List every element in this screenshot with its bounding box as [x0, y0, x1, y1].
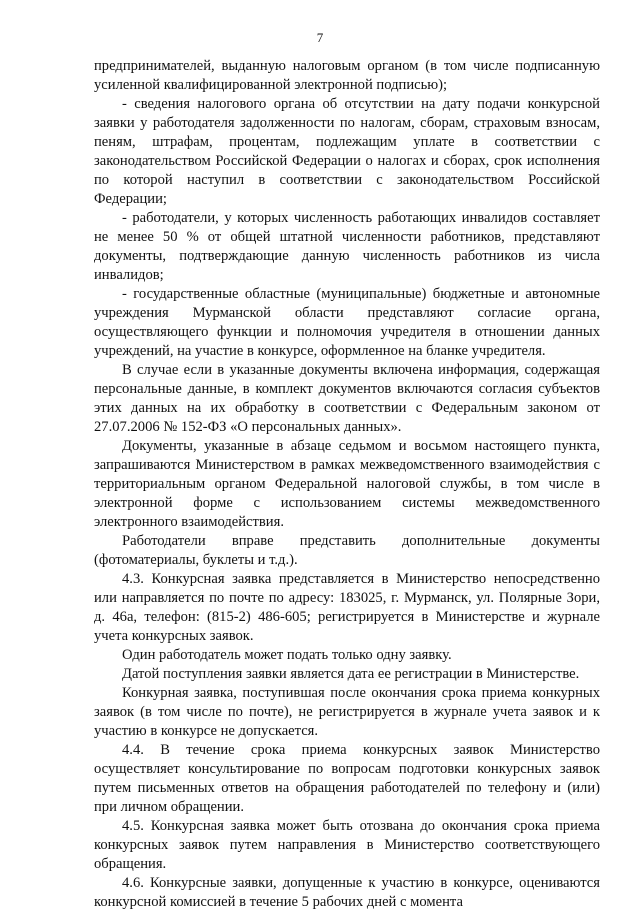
paragraph-tax-debt-info: - сведения налогового органа об отсутствии на дату подачи конкурсной заявки у работодателя задолженности по налогам, сборам, страховым взносам, пеням, штрафам, процентам, подлежащим уплате в соответствии с законодательством Российской Федерации о налогах и сборах, срок исполнения по которой наступил в соответствии с законодательством Российской Федерации;	[94, 96, 600, 207]
paragraph-receipt-date: Датой поступления заявки является дата ее регистрации в Министерстве.	[122, 666, 580, 682]
document-body	[94, 57, 600, 912]
paragraph-state-institutions: - государственные областные (муниципальные) бюджетные и автономные учреждения Мурманской области представляют согласие органа, осуществляющего функции и полномочия учредителя в отношении данных учреждений, на участие в конкурсе, оформленное на бланке учредителя.	[94, 286, 600, 359]
paragraph-4-6: 4.6. Конкурсные заявки, допущенные к участию в конкурсе, оцениваются конкурсной комиссией в течение 5 рабочих дней с момента	[94, 875, 600, 910]
paragraph-disabled-employers: - работодатели, у которых численность работающих инвалидов составляет не менее 50 % от общей штатной численности работников, представляют документы, подтверждающие данную численность работников из числа инвалидов;	[94, 210, 600, 283]
paragraph-interagency-request: Документы, указанные в абзаце седьмом и восьмом настоящего пункта, запрашиваются Министерством в рамках межведомственного взаимодействия с территориальным органом Федеральной налоговой службы, в том числе в электронной форме с использованием системы межведомственного электронного взаимодействия.	[94, 438, 600, 530]
paragraph-continuation: предпринимателей, выданную налоговым органом (в том числе подписанную усиленной квалифицированной электронной подписью);	[94, 58, 600, 93]
paragraph-4-4: 4.4. В течение срока приема конкурсных заявок Министерство осуществляет консультирование по вопросам подготовки конкурсных заявок путем письменных ответов на обращения работодателей по телефону и (или) при личном обращении.	[94, 742, 600, 815]
paragraph-one-application: Один работодатель может подать только одну заявку.	[122, 647, 452, 663]
paragraph-late-application: Конкурная заявка, поступившая после окончания срока приема конкурных заявок (в том числе по почте), не регистрируется в журнале учета заявок и к участию в конкурсе не допускается.	[94, 685, 600, 739]
paragraph-additional-documents: Работодатели вправе представить дополнительные документы (фотоматериалы, буклеты и т.д.).	[94, 533, 600, 568]
paragraph-personal-data: В случае если в указанные документы включена информация, содержащая персональные данные, в комплект документов включаются согласия субъектов этих данных на их обработку в соответствии с Федеральным законом от 27.07.2006 № 152-ФЗ «О персональных данных».	[94, 362, 600, 435]
page-number: 7	[316, 30, 324, 45]
paragraph-4-3: 4.3. Конкурсная заявка представляется в Министерство непосредственно или направляется по почте по адресу: 183025, г. Мурманск, ул. Полярные Зори, д. 46а, телефон: (815-2) 486-605; регистрируется в Министерстве и журнале учета конкурсных заявок.	[94, 571, 600, 644]
paragraph-4-5: 4.5. Конкурсная заявка может быть отозвана до окончания срока приема конкурсных заявок путем направления в Министерство соответствующего обращения.	[94, 818, 600, 872]
